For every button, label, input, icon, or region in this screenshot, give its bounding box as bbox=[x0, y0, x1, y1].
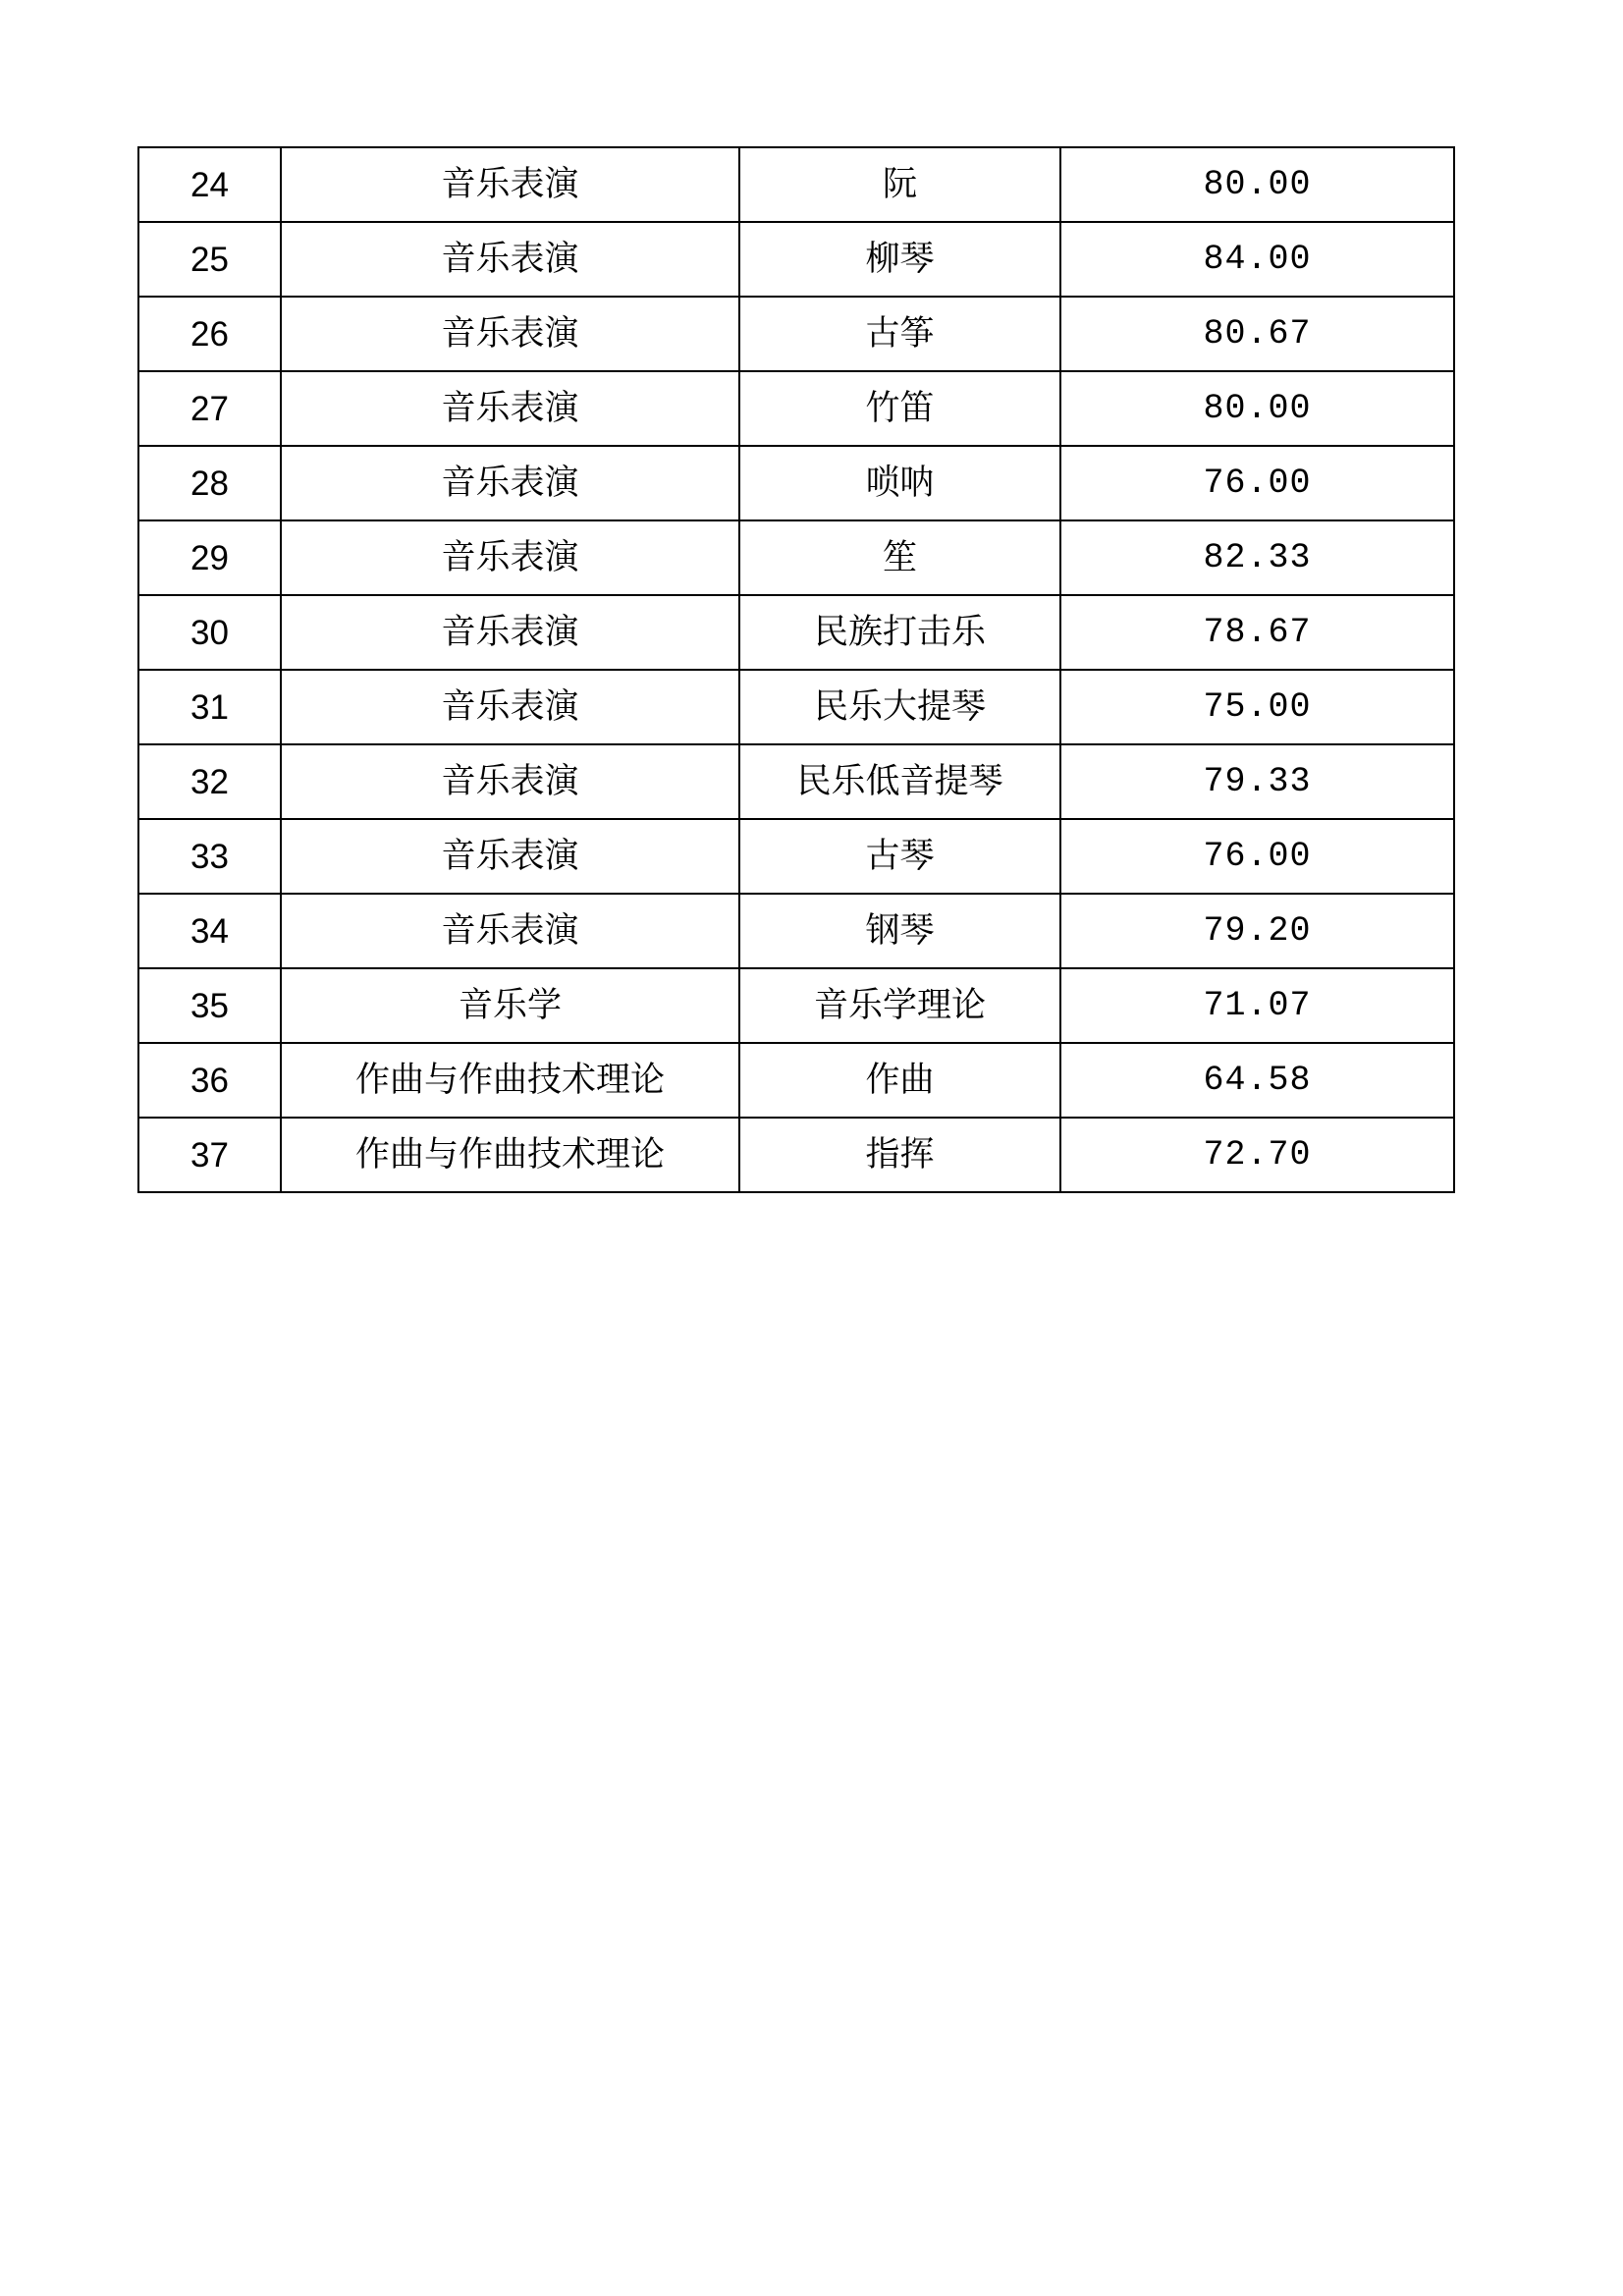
score-cell: 71.07 bbox=[1060, 968, 1454, 1043]
table-row bbox=[138, 1043, 1454, 1118]
major-cell: 音乐表演 bbox=[281, 744, 739, 819]
score-cell: 80.67 bbox=[1060, 297, 1454, 371]
score-cell: 80.00 bbox=[1060, 371, 1454, 446]
table-row bbox=[138, 1118, 1454, 1192]
row-number: 26 bbox=[138, 297, 281, 371]
direction-cell: 笙 bbox=[739, 520, 1060, 595]
direction-cell: 民乐低音提琴 bbox=[739, 744, 1060, 819]
score-cell: 76.00 bbox=[1060, 819, 1454, 894]
table-row bbox=[138, 446, 1454, 520]
score-cell: 78.67 bbox=[1060, 595, 1454, 670]
row-number: 35 bbox=[138, 968, 281, 1043]
row-number: 25 bbox=[138, 222, 281, 297]
table-row bbox=[138, 894, 1454, 968]
row-number: 30 bbox=[138, 595, 281, 670]
major-cell: 作曲与作曲技术理论 bbox=[281, 1043, 739, 1118]
direction-cell: 民乐大提琴 bbox=[739, 670, 1060, 744]
major-cell: 音乐表演 bbox=[281, 595, 739, 670]
major-cell: 作曲与作曲技术理论 bbox=[281, 1118, 739, 1192]
row-number: 24 bbox=[138, 147, 281, 222]
row-number: 31 bbox=[138, 670, 281, 744]
table-row bbox=[138, 371, 1454, 446]
major-cell: 音乐表演 bbox=[281, 520, 739, 595]
major-cell: 音乐表演 bbox=[281, 670, 739, 744]
major-cell: 音乐表演 bbox=[281, 819, 739, 894]
score-cell: 84.00 bbox=[1060, 222, 1454, 297]
direction-cell: 唢呐 bbox=[739, 446, 1060, 520]
direction-cell: 竹笛 bbox=[739, 371, 1060, 446]
major-cell: 音乐表演 bbox=[281, 446, 739, 520]
table-row bbox=[138, 670, 1454, 744]
score-cell: 76.00 bbox=[1060, 446, 1454, 520]
row-number: 34 bbox=[138, 894, 281, 968]
direction-cell: 古筝 bbox=[739, 297, 1060, 371]
row-number: 28 bbox=[138, 446, 281, 520]
major-cell: 音乐表演 bbox=[281, 894, 739, 968]
major-cell: 音乐表演 bbox=[281, 371, 739, 446]
table-row bbox=[138, 222, 1454, 297]
table-row bbox=[138, 968, 1454, 1043]
row-number: 27 bbox=[138, 371, 281, 446]
row-number: 32 bbox=[138, 744, 281, 819]
score-cell: 75.00 bbox=[1060, 670, 1454, 744]
score-cell: 72.70 bbox=[1060, 1118, 1454, 1192]
table-row bbox=[138, 744, 1454, 819]
table-row bbox=[138, 520, 1454, 595]
score-cell: 64.58 bbox=[1060, 1043, 1454, 1118]
direction-cell: 柳琴 bbox=[739, 222, 1060, 297]
major-cell: 音乐表演 bbox=[281, 222, 739, 297]
major-cell: 音乐表演 bbox=[281, 297, 739, 371]
row-number: 36 bbox=[138, 1043, 281, 1118]
score-cell: 79.20 bbox=[1060, 894, 1454, 968]
direction-cell: 作曲 bbox=[739, 1043, 1060, 1118]
score-cell: 82.33 bbox=[1060, 520, 1454, 595]
score-cell: 80.00 bbox=[1060, 147, 1454, 222]
direction-cell: 指挥 bbox=[739, 1118, 1060, 1192]
direction-cell: 钢琴 bbox=[739, 894, 1060, 968]
score-table bbox=[137, 146, 1455, 1193]
direction-cell: 阮 bbox=[739, 147, 1060, 222]
table-row bbox=[138, 819, 1454, 894]
row-number: 29 bbox=[138, 520, 281, 595]
table-row bbox=[138, 595, 1454, 670]
direction-cell: 民族打击乐 bbox=[739, 595, 1060, 670]
score-cell: 79.33 bbox=[1060, 744, 1454, 819]
table-row bbox=[138, 147, 1454, 222]
major-cell: 音乐学 bbox=[281, 968, 739, 1043]
direction-cell: 古琴 bbox=[739, 819, 1060, 894]
row-number: 33 bbox=[138, 819, 281, 894]
table-row bbox=[138, 297, 1454, 371]
row-number: 37 bbox=[138, 1118, 281, 1192]
major-cell: 音乐表演 bbox=[281, 147, 739, 222]
score-table-body bbox=[138, 147, 1454, 1192]
direction-cell: 音乐学理论 bbox=[739, 968, 1060, 1043]
